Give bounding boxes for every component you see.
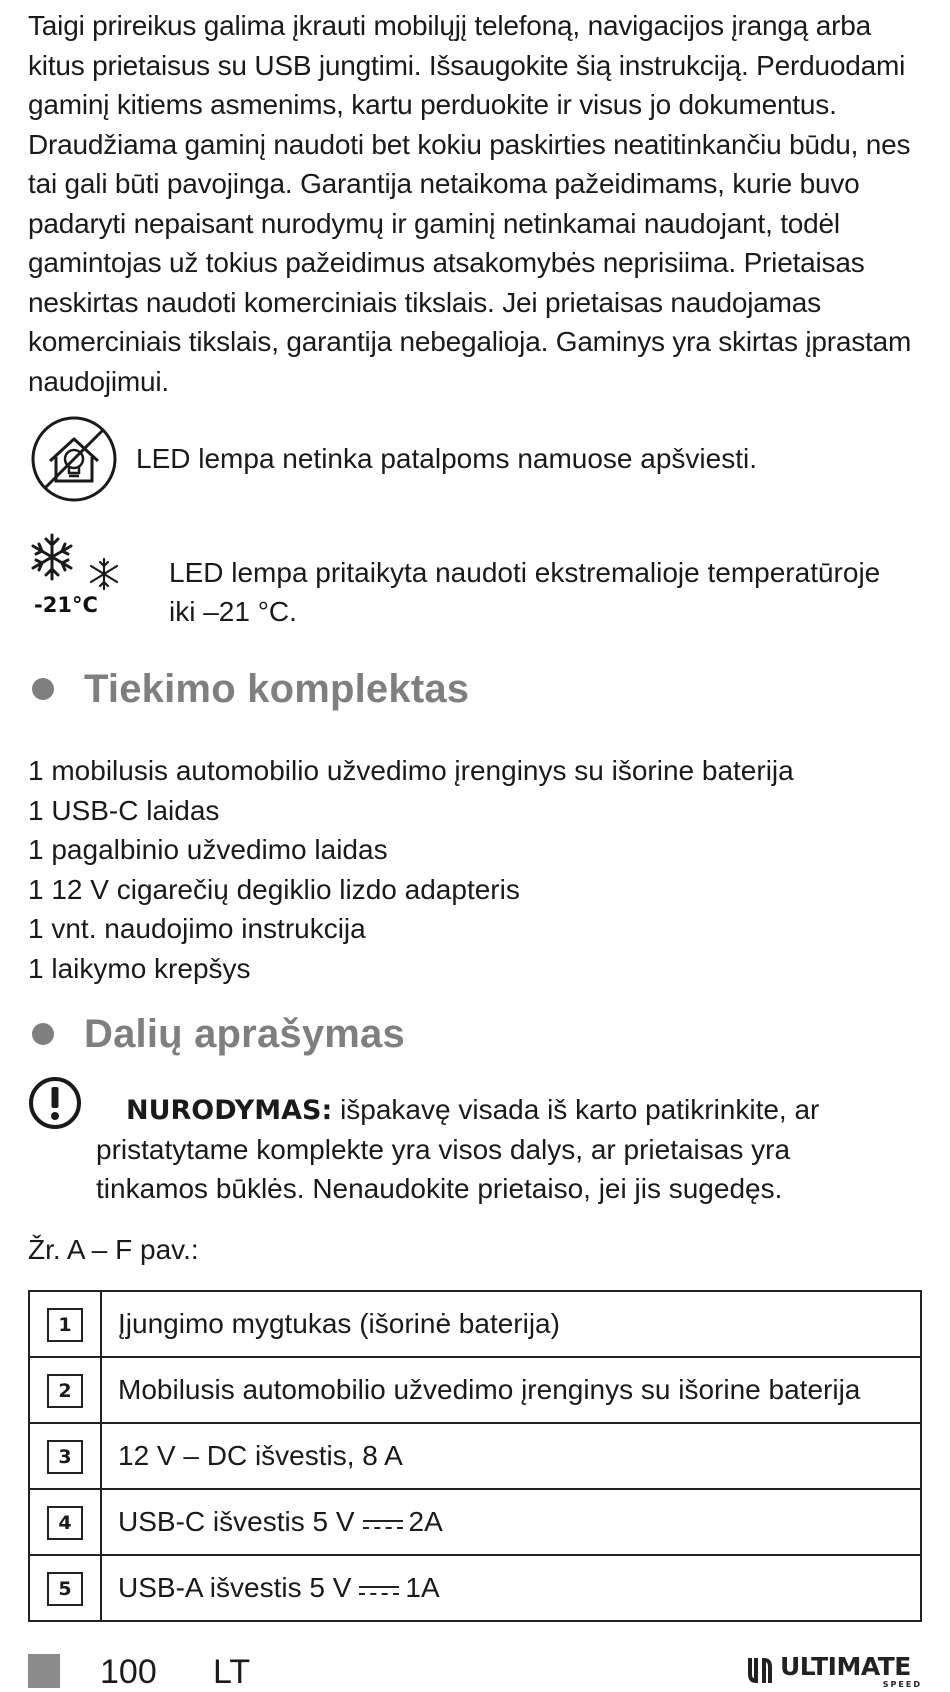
brand-logo bbox=[744, 1650, 922, 1692]
bullet-icon bbox=[32, 1023, 54, 1045]
bullet-icon bbox=[32, 678, 54, 700]
part-description: USB-C išvestis 5 V 2A bbox=[101, 1489, 921, 1555]
page-marker-square bbox=[28, 1654, 60, 1688]
page-number: 100 bbox=[100, 1653, 157, 1691]
temperature-label: -21°C bbox=[34, 593, 98, 617]
no-household-lighting-icon bbox=[28, 415, 120, 503]
note-household-lighting bbox=[28, 415, 922, 503]
section-heading-parts-text: Dalių aprašymas bbox=[84, 1011, 405, 1056]
brand-subtitle: SPEED bbox=[882, 1680, 922, 1689]
exclamation-circle-icon bbox=[28, 1076, 82, 1130]
manual-page bbox=[28, 0, 922, 1622]
section-heading-supply-text: Tiekimo komplektas bbox=[84, 666, 470, 711]
page-footer bbox=[28, 1650, 922, 1692]
part-number: 5 bbox=[47, 1572, 83, 1606]
note-extreme-temperature-text bbox=[169, 553, 880, 631]
list-item: 1 laikymo krepšys bbox=[28, 952, 251, 984]
part-number: 4 bbox=[47, 1506, 83, 1540]
part-description: Įjungimo mygtukas (išorinė baterija) bbox=[101, 1291, 921, 1357]
notice-label: NURODYMAS: bbox=[126, 1095, 333, 1126]
snowflake-icon bbox=[28, 531, 136, 627]
table-row bbox=[29, 1357, 921, 1423]
language-code: LT bbox=[213, 1653, 251, 1691]
list-item: 1 USB-C laidas bbox=[28, 794, 220, 826]
note-household-lighting-text: LED lempa netinka patalpoms namuose apšviesti. bbox=[136, 443, 758, 474]
notice-text-line-1: išpakavę visada iš karto patikrinkite, ar bbox=[340, 1094, 820, 1125]
brand-name: ULTIMATE bbox=[780, 1652, 911, 1681]
part-number: 2 bbox=[47, 1374, 83, 1408]
section-heading-parts bbox=[28, 1006, 922, 1062]
list-item: 1 mobilusis automobilio užvedimo įrenginys su išorine baterija bbox=[28, 755, 794, 786]
notice-text bbox=[96, 1090, 916, 1208]
notice-text-line-3: tinkamos būklės. Nenaudokite prietaiso, jei jis sugedęs. bbox=[96, 1173, 783, 1204]
table-row bbox=[29, 1423, 921, 1489]
notice-block bbox=[28, 1076, 922, 1216]
supply-list bbox=[28, 751, 922, 988]
note-extreme-temperature bbox=[28, 531, 922, 627]
parts-table bbox=[28, 1290, 922, 1622]
dc-symbol-icon bbox=[363, 1517, 403, 1531]
part-number: 3 bbox=[47, 1440, 83, 1474]
part-number: 1 bbox=[47, 1308, 83, 1342]
list-item: 1 12 V cigarečių degiklio lizdo adapteris bbox=[28, 873, 520, 905]
table-row bbox=[29, 1489, 921, 1555]
note-temp-line-2: iki –21 °C. bbox=[169, 596, 297, 627]
section-heading-supply bbox=[28, 661, 922, 717]
list-item: 1 vnt. naudojimo instrukcija bbox=[28, 913, 366, 944]
table-row bbox=[29, 1291, 921, 1357]
part-description: Mobilusis automobilio užvedimo įrenginys su išorine baterija bbox=[101, 1357, 921, 1423]
ultimate-speed-logo-icon bbox=[744, 1654, 776, 1686]
notice-text-line-2: pristatytame komplekte yra visos dalys, ar prietaisas yra bbox=[96, 1134, 791, 1165]
part-description: USB-A išvestis 5 V 1A bbox=[101, 1555, 921, 1621]
dc-symbol-icon bbox=[359, 1583, 399, 1597]
figure-reference: Žr. A – F pav.: bbox=[28, 1234, 199, 1265]
intro-paragraph: Taigi prireikus galima įkrauti mobilųjį telefoną, navigacijos įrangą arba kitus prietaisus su USB jungtimi. Išsaugokite šią instrukciją. Perduodami gaminį kitiems asmenims, kartu perduokite ir visus jo dokumentus. Draudžiama gaminį naudoti bet kokiu paskirties neatitinkančiu būdu, nes tai gali būti pavojinga. Garantija netaikoma pažeidimams, kurie buvo padaryti nepaisant nurodymų ir gaminį netinkamai naudojant, todėl gamintojas už tokius pažeidimus atsakomybės neprisiima. Prietaisas neskirtas naudoti komerciniais tikslais. Jei prietaisas naudojamas komerciniais tikslais, garantija nebegalioja. Gaminys yra skirtas įprastam naudojimui. bbox=[28, 10, 912, 397]
note-temp-line-1: LED lempa pritaikyta naudoti ekstremalioje temperatūroje bbox=[169, 557, 881, 588]
table-row bbox=[29, 1555, 921, 1621]
part-description: 12 V – DC išvestis, 8 A bbox=[101, 1423, 921, 1489]
list-item: 1 pagalbinio užvedimo laidas bbox=[28, 834, 388, 865]
